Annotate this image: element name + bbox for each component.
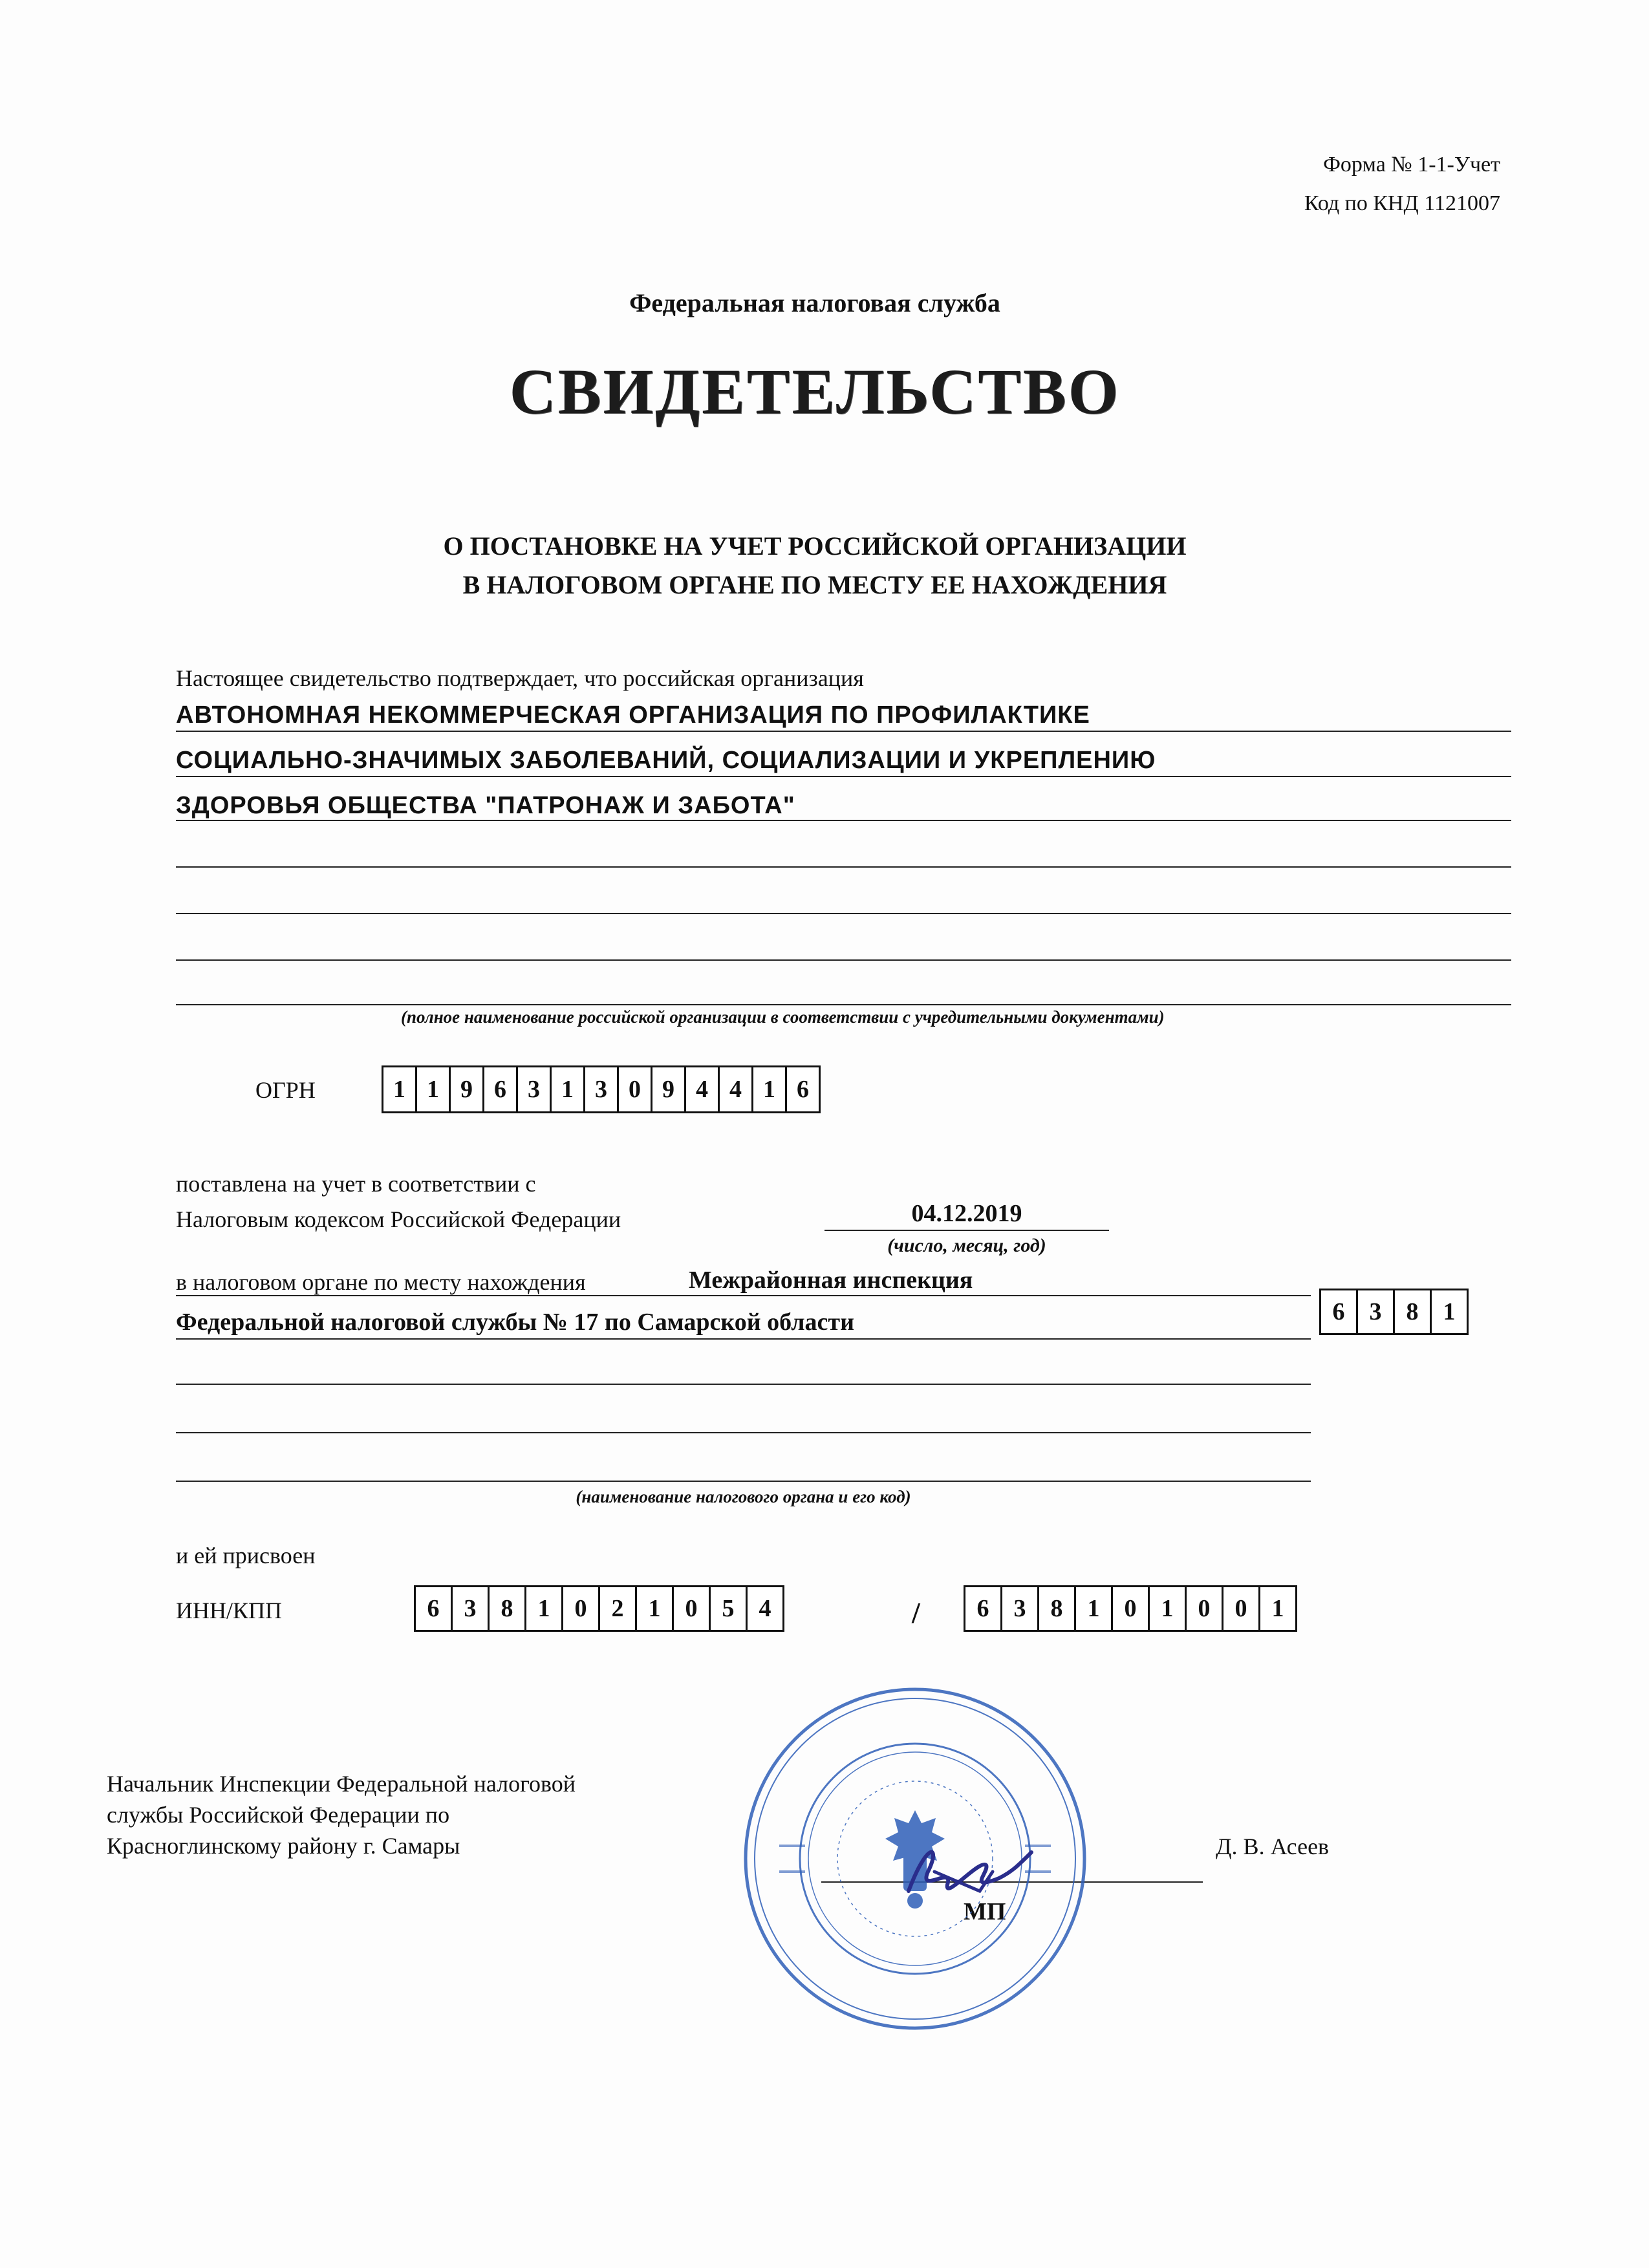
inn-digit: 6 bbox=[414, 1585, 453, 1632]
signatory-position-line-3: Красноглинскому району г. Самары bbox=[107, 1833, 460, 1859]
inn-digit: 8 bbox=[488, 1585, 526, 1632]
kpp-digit: 1 bbox=[1074, 1585, 1113, 1632]
inn-digit: 2 bbox=[598, 1585, 637, 1632]
signatory-position bbox=[107, 1768, 576, 1861]
tax-authority-name-line-2: Федеральной налоговой службы № 17 по Самарской области bbox=[176, 1309, 854, 1336]
inn-digit: 1 bbox=[635, 1585, 674, 1632]
document-subtitle bbox=[0, 527, 1630, 604]
form-header bbox=[1304, 145, 1500, 223]
org-name-rule bbox=[176, 820, 1511, 821]
ogrn-digit: 3 bbox=[516, 1065, 552, 1113]
inn-digit: 3 bbox=[451, 1585, 490, 1632]
knd-code: Код по КНД 1121007 bbox=[1304, 191, 1500, 215]
date-rule bbox=[824, 1230, 1109, 1231]
signatory-position-line-1: Начальник Инспекции Федеральной налоговой bbox=[107, 1771, 576, 1797]
org-name-rule bbox=[176, 913, 1511, 914]
kpp-digit: 1 bbox=[1148, 1585, 1187, 1632]
ogrn-digit: 1 bbox=[751, 1065, 787, 1113]
official-seal-stamp bbox=[734, 1678, 1096, 2040]
ogrn-boxes bbox=[382, 1065, 821, 1113]
tax-authority-code-boxes bbox=[1319, 1289, 1469, 1335]
registration-date: 04.12.2019 bbox=[911, 1200, 1022, 1227]
ogrn-digit: 4 bbox=[718, 1065, 753, 1113]
tax-authority-intro: в налоговом органе по месту нахождения bbox=[176, 1269, 586, 1295]
registration-line-1: поставлена на учет в соответствии с bbox=[176, 1171, 536, 1197]
kpp-digit: 6 bbox=[964, 1585, 1002, 1632]
signatory-name: Д. В. Асеев bbox=[1216, 1834, 1330, 1859]
org-name-rule bbox=[176, 731, 1511, 732]
kpp-digit: 0 bbox=[1222, 1585, 1260, 1632]
org-name-line-2: СОЦИАЛЬНО-ЗНАЧИМЫХ ЗАБОЛЕВАНИЙ, СОЦИАЛИЗАЦИИ И УКРЕПЛЕНИЮ bbox=[176, 747, 1156, 774]
inn-digit: 0 bbox=[672, 1585, 711, 1632]
ogrn-digit: 4 bbox=[684, 1065, 720, 1113]
signatory-position-line-2: службы Российской Федерации по bbox=[107, 1802, 450, 1828]
inn-boxes bbox=[414, 1585, 784, 1632]
tax-authority-rule bbox=[176, 1295, 1311, 1296]
inn-digit: 0 bbox=[561, 1585, 600, 1632]
agency-name: Федеральная налоговая служба bbox=[629, 288, 1000, 317]
ogrn-digit: 3 bbox=[583, 1065, 619, 1113]
org-name-line-3: ЗДОРОВЬЯ ОБЩЕСТВА "ПАТРОНАЖ И ЗАБОТА" bbox=[176, 792, 795, 819]
kpp-boxes bbox=[964, 1585, 1297, 1632]
tax-authority-caption: (наименование налогового органа и его код) bbox=[576, 1487, 911, 1506]
ogrn-label: ОГРН bbox=[255, 1077, 316, 1103]
ogrn-digit: 1 bbox=[382, 1065, 417, 1113]
seal-mark: МП bbox=[964, 1898, 1006, 1925]
ogrn-digit: 1 bbox=[415, 1065, 451, 1113]
inn-digit: 1 bbox=[524, 1585, 563, 1632]
tax-code-digit: 6 bbox=[1319, 1289, 1358, 1335]
tax-code-digit: 3 bbox=[1356, 1289, 1395, 1335]
inn-digit: 5 bbox=[709, 1585, 748, 1632]
org-name-rule bbox=[176, 866, 1511, 868]
org-name-caption: (полное наименование российской организации в соответствии с учредительными документами) bbox=[401, 1007, 1165, 1027]
tax-authority-name-line-1: Межрайонная инспекция bbox=[689, 1267, 973, 1294]
ogrn-digit: 9 bbox=[449, 1065, 484, 1113]
ogrn-digit: 9 bbox=[651, 1065, 686, 1113]
intro-text: Настоящее свидетельство подтверждает, что российская организация bbox=[176, 665, 864, 691]
kpp-digit: 0 bbox=[1111, 1585, 1150, 1632]
ogrn-digit: 6 bbox=[785, 1065, 821, 1113]
kpp-digit: 8 bbox=[1037, 1585, 1076, 1632]
org-name-rule bbox=[176, 959, 1511, 961]
assigned-label: и ей присвоен bbox=[176, 1543, 316, 1568]
inn-digit: 4 bbox=[746, 1585, 784, 1632]
org-name-rule bbox=[176, 776, 1511, 777]
kpp-digit: 1 bbox=[1258, 1585, 1297, 1632]
tax-authority-rule bbox=[176, 1432, 1311, 1433]
document-title: СВИДЕТЕЛЬСТВО bbox=[509, 356, 1121, 427]
tax-authority-rule bbox=[176, 1338, 1311, 1340]
registration-line-2: Налоговым кодексом Российской Федерации bbox=[176, 1206, 621, 1232]
ogrn-digit: 0 bbox=[617, 1065, 652, 1113]
tax-authority-rule bbox=[176, 1481, 1311, 1482]
kpp-digit: 0 bbox=[1185, 1585, 1223, 1632]
subtitle-line-2: В НАЛОГОВОМ ОРГАНЕ ПО МЕСТУ ЕЕ НАХОЖДЕНИЯ bbox=[462, 570, 1167, 599]
tax-code-digit: 1 bbox=[1430, 1289, 1469, 1335]
inn-kpp-separator: / bbox=[912, 1596, 920, 1629]
subtitle-line-1: О ПОСТАНОВКЕ НА УЧЕТ РОССИЙСКОЙ ОРГАНИЗАЦИИ bbox=[443, 531, 1187, 561]
org-name-line-1: АВТОНОМНАЯ НЕКОММЕРЧЕСКАЯ ОРГАНИЗАЦИЯ ПО ПРОФИЛАКТИКЕ bbox=[176, 701, 1090, 729]
form-number: Форма № 1-1-Учет bbox=[1323, 153, 1500, 177]
tax-authority-rule bbox=[176, 1384, 1311, 1385]
inn-kpp-label: ИНН/КПП bbox=[176, 1598, 283, 1623]
date-caption: (число, месяц, год) bbox=[887, 1235, 1046, 1256]
ogrn-digit: 1 bbox=[550, 1065, 585, 1113]
tax-code-digit: 8 bbox=[1393, 1289, 1432, 1335]
org-name-rule bbox=[176, 1004, 1511, 1005]
kpp-digit: 3 bbox=[1000, 1585, 1039, 1632]
ogrn-digit: 6 bbox=[482, 1065, 518, 1113]
